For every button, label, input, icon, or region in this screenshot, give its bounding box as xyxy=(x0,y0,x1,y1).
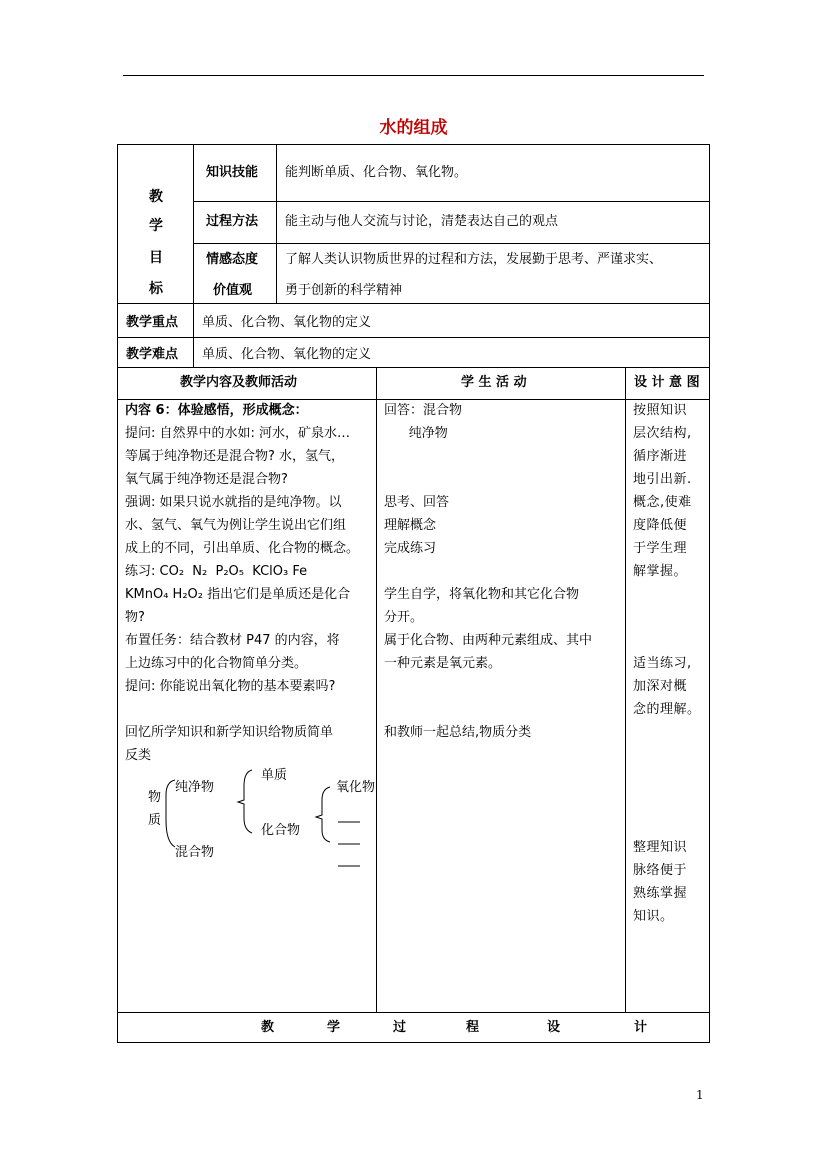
intent-line xyxy=(633,813,707,836)
key-point-label: 教学重点 xyxy=(126,315,179,330)
student-line: 一种元素是氧元素。 xyxy=(384,656,502,671)
student-line: 和教师一起总结,物质分类 xyxy=(384,725,532,740)
teacher-line: 物? xyxy=(125,610,145,625)
intent-line: 地引出新. xyxy=(633,472,692,487)
student-line: 回答：混合物 xyxy=(384,403,463,418)
intent-line: 适当练习, xyxy=(633,656,692,671)
teacher-line: 氧气属于纯净物还是混合物? xyxy=(125,472,288,487)
teacher-line: 提问: 自然界中的水如: 河水，矿泉水… xyxy=(125,426,351,441)
footer-char-2: 学 xyxy=(327,1020,341,1035)
student-line: 学生自学，将氧化物和其它化合物 xyxy=(384,587,580,602)
diagram-root-2: 质 xyxy=(148,813,162,828)
intent-line xyxy=(633,790,707,813)
intent-line: 熟练掌握 xyxy=(633,886,688,901)
intent-line xyxy=(633,606,707,629)
intent-line: 概念,使难 xyxy=(633,495,692,510)
teacher-line: 练习: CO₂ N₂ P₂O₅ KClO₃ Fe xyxy=(125,564,308,579)
page-title: 水的组成 xyxy=(379,118,448,138)
student-line: 思考、回答 xyxy=(384,495,450,510)
intent-line: 于学生理 xyxy=(633,541,688,556)
footer-char-6: 计 xyxy=(634,1020,648,1035)
intent-line xyxy=(633,583,707,606)
teacher-line: 反类 xyxy=(125,748,152,763)
teacher-line: 上边练习中的化合物简单分类。 xyxy=(125,656,308,671)
intent-line: 解掌握。 xyxy=(633,564,688,579)
intent-line xyxy=(633,767,707,790)
objectives-label-3: 目 xyxy=(149,250,163,266)
intent-line: 层次结构, xyxy=(633,426,692,441)
student-line xyxy=(384,560,624,583)
objectives-label-2: 学 xyxy=(149,218,163,234)
footer-char-3: 过 xyxy=(393,1020,407,1035)
objective-name-emotion: 情感态度 xyxy=(206,252,259,267)
student-line: 分开。 xyxy=(384,610,424,625)
objective-content-emotion-2: 勇于创新的科学精神 xyxy=(285,283,403,298)
student-line xyxy=(384,675,624,698)
header-student: 学 生 活 动 xyxy=(461,375,527,390)
student-line xyxy=(384,468,624,491)
intent-line: 按照知识 xyxy=(633,403,688,418)
student-activity xyxy=(384,399,624,744)
intent-line: 脉络便于 xyxy=(633,863,688,878)
diagram-pure: 纯净物 xyxy=(175,780,215,795)
diagram-oxide: 氧化物 xyxy=(336,780,376,795)
header-teacher: 教学内容及教师活动 xyxy=(180,375,298,390)
page-number: 1 xyxy=(696,1088,704,1102)
intent-line: 循序渐进 xyxy=(633,449,688,464)
intent-line: 知识。 xyxy=(633,909,674,924)
difficult-point-label: 教学难点 xyxy=(126,347,179,362)
objective-content-knowledge: 能判断单质、化合物、氧化物。 xyxy=(285,165,468,180)
intent-line: 整理知识 xyxy=(633,840,688,855)
teacher-line: 等属于纯净物还是混合物? 水，氢气， xyxy=(125,449,345,464)
objectives-label-4: 标 xyxy=(149,281,163,297)
teacher-line: 成上的不同，引出单质、化合物的概念。 xyxy=(125,541,360,556)
intent-line: 加深对概 xyxy=(633,679,688,694)
intent-line: 度降低便 xyxy=(633,518,688,533)
student-line xyxy=(384,698,624,721)
teacher-line: 水、氢气、氧气为例让学生说出它们组 xyxy=(125,518,347,533)
footer-char-4: 程 xyxy=(466,1020,480,1035)
objective-content-emotion-1: 了解人类认识物质世界的过程和方法，发展勤于思考、严谨求实、 xyxy=(285,252,663,267)
objectives-label-1: 教 xyxy=(149,189,163,205)
intent-line xyxy=(633,744,707,767)
intent-line xyxy=(633,721,707,744)
objective-name-process: 过程方法 xyxy=(206,214,259,229)
objective-name-values: 价值观 xyxy=(213,283,253,298)
student-line: 理解概念 xyxy=(384,518,437,533)
design-intent xyxy=(633,399,707,928)
teacher-line: 回忆所学知识和新学知识给物质简单 xyxy=(125,725,334,740)
teacher-line: 提问: 你能说出氧化物的基本要素吗? xyxy=(125,679,336,694)
student-line: 属于化合物、由两种元素组成、其中 xyxy=(384,633,593,648)
student-line: 纯净物 xyxy=(384,426,448,441)
objective-name-knowledge: 知识技能 xyxy=(206,165,259,180)
intent-line xyxy=(633,629,707,652)
difficult-point-content: 单质、化合物、氧化物的定义 xyxy=(202,347,372,362)
diagram-root-1: 物 xyxy=(148,790,162,805)
footer-char-5: 设 xyxy=(547,1020,561,1035)
diagram-compound: 化合物 xyxy=(261,823,301,838)
teacher-line: 布置任务：结合教材 P47 的内容，将 xyxy=(125,633,340,648)
intent-line: 念的理解。 xyxy=(633,702,701,717)
teacher-line: 强调: 如果只说水就指的是纯净物。以 xyxy=(125,495,342,510)
diagram-element: 单质 xyxy=(261,768,288,783)
student-line xyxy=(384,445,624,468)
key-point-content: 单质、化合物、氧化物的定义 xyxy=(202,315,372,330)
teacher-line: 内容 6：体验感悟，形成概念： xyxy=(125,403,308,418)
student-line: 完成练习 xyxy=(384,541,437,556)
teacher-line: KMnO₄ H₂O₂ 指出它们是单质还是化合 xyxy=(125,587,351,602)
footer-char-1: 教 xyxy=(261,1020,275,1035)
header-intent: 设 计 意 图 xyxy=(634,375,700,390)
objective-content-process: 能主动与他人交流与讨论，清楚表达自己的观点 xyxy=(285,214,559,229)
diagram-mixture: 混合物 xyxy=(175,845,215,860)
